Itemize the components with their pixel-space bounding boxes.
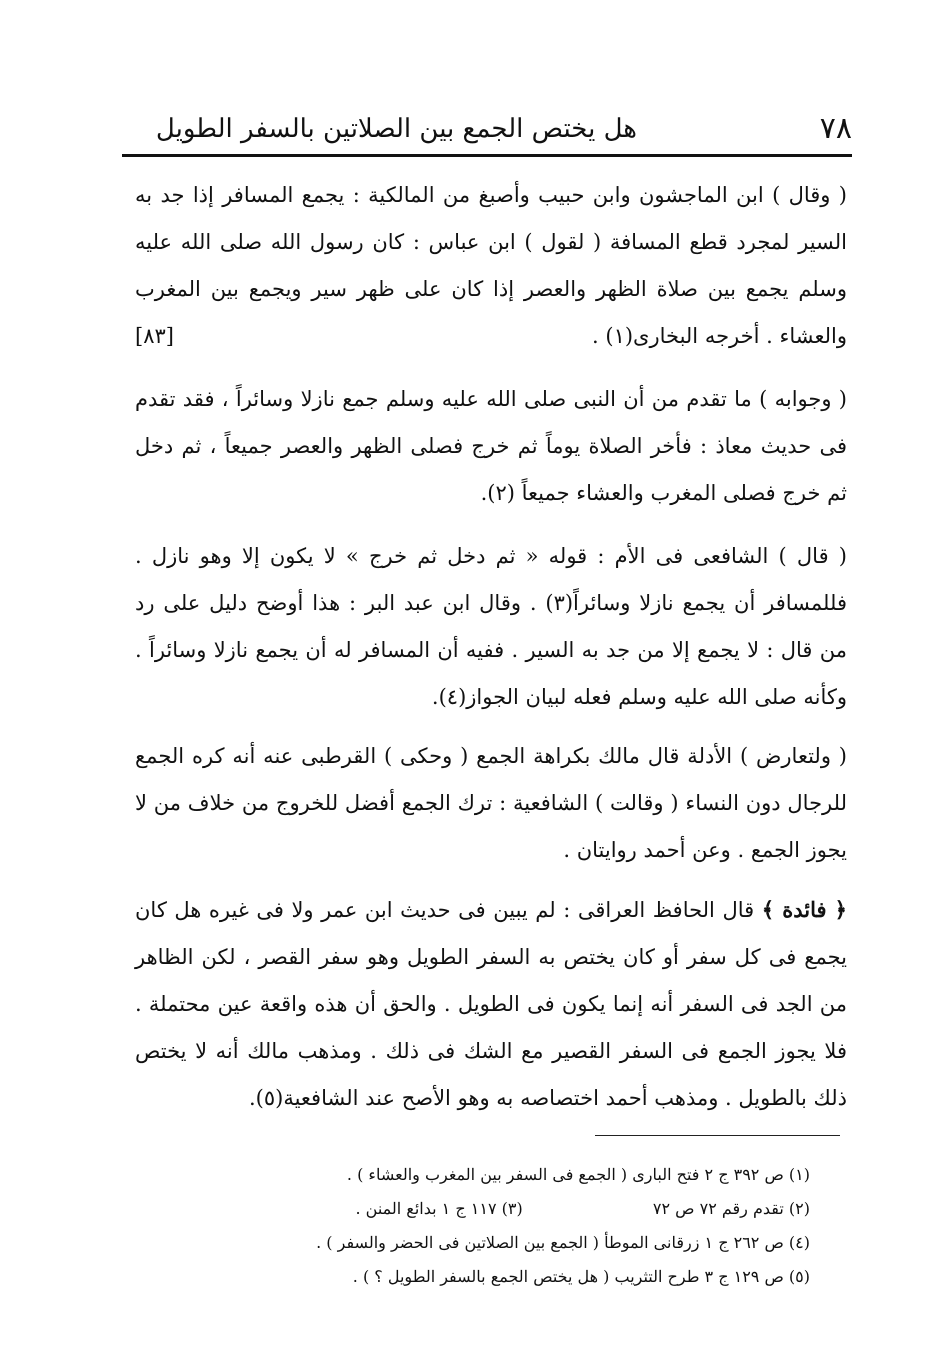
faida-heading: ﴿ فائدة ﴾: [761, 897, 847, 922]
paragraph-5: [135, 886, 847, 1122]
header-rule: [122, 154, 852, 157]
paragraph-2: [135, 376, 847, 517]
footnote-2: (٢) تقدم رقم ٧٢ ص ٧٢: [652, 1199, 810, 1218]
footnote-3: (٣) ١١٧ ج ١ بدائع المنن .: [355, 1199, 523, 1218]
footnote-rule: [595, 1135, 840, 1136]
paragraph-5-text: قال الحافظ العراقى : لم يبين فى حديث ابن عمر ولا فى غيره هل كان يجمع فى كل سفر أو كان يختص به السفر الطويل وهو سفر القصر ، لكن الظاهر من الجد فى السفر أنه إنما يكون فى الطويل . والحق أن هذه واقعة عين محتملة . فلا يجوز الجمع فى السفر القصير مع الشك فى ذلك . ومذهب مالك أنه لا يختص ذلك بالطويل . ومذهب أحمد اختصاصه به وهو الأصح عند الشافعية(٥).: [135, 898, 847, 1110]
footnotes: [150, 1158, 810, 1294]
paragraph-2-text: ( وجوابه ) ما تقدم من أن النبى صلى الله عليه وسلم جمع نازلا وسائراً ، فقد تقدم فى حديث معاذ : فأخر الصلاة يوماً ثم خرج فصلى الظهر والعصر جميعاً ، ثم دخل ثم خرج فصلى المغرب والعشاء جميعاً (٢).: [135, 387, 847, 505]
footnote-5: (٥) ص ١٢٩ ج ٣ طرح التثريب ( هل يختص الجمع بالسفر الطويل ؟ ) .: [352, 1267, 810, 1286]
reference-marker: [٨٣]: [135, 324, 174, 348]
footnote-row-2-3: [150, 1192, 810, 1226]
page-number: ٧٨: [819, 111, 852, 146]
paragraph-3: [135, 533, 847, 721]
paragraph-4-text: ( ولتعارض ) الأدلة قال مالك بكراهة الجمع ( وحكى ) القرطبى عنه أنه كره الجمع للرجال دون النساء ( وقالت ) الشافعية : ترك الجمع أفضل للخروج من خلاف من لا يجوز الجمع . وعن أحمد روايتان .: [135, 744, 847, 862]
running-title: هل يختص الجمع بين الصلاتين بالسفر الطويل: [155, 114, 637, 144]
footnote-4: (٤) ص ٢٦٢ ج ١ زرقانى الموطأ ( الجمع بين الصلاتين فى الحضر والسفر ) .: [316, 1233, 810, 1252]
body-text: [135, 172, 847, 1138]
footnote-1: (١) ص ٣٩٢ ج ٢ فتح البارى ( الجمع فى السفر بين المغرب والعشاء ) .: [346, 1165, 810, 1184]
paragraph-1-text: ( وقال ) ابن الماجشون وابن حبيب وأصبغ من المالكية : يجمع المسافر إذا جد به السير لمجرد قطع المسافة ( لقول ) ابن عباس : كان رسول الله صلى الله عليه وسلم يجمع بين صلاة الظهر والعصر إذا كان على ظهر سير ويجمع بين المغرب والعشاء . أخرجه البخارى(١) .: [135, 183, 847, 348]
page-header: [122, 98, 852, 150]
paragraph-3-text: ( قال ) الشافعى فى الأم : قوله « ثم دخل ثم خرج » لا يكون إلا وهو نازل . فللمسافر أن يجمع نازلا وسائراً(٣) . وقال ابن عبد البر : هذا أوضح دليل على رد من قال : لا يجمع إلا من جد به السير . ففيه أن المسافر له أن يجمع نازلا وسائراً . وكأنه صلى الله عليه وسلم فعله لبيان الجواز(٤).: [135, 544, 847, 709]
paragraph-1: [135, 172, 847, 360]
paragraph-4: [135, 733, 847, 874]
